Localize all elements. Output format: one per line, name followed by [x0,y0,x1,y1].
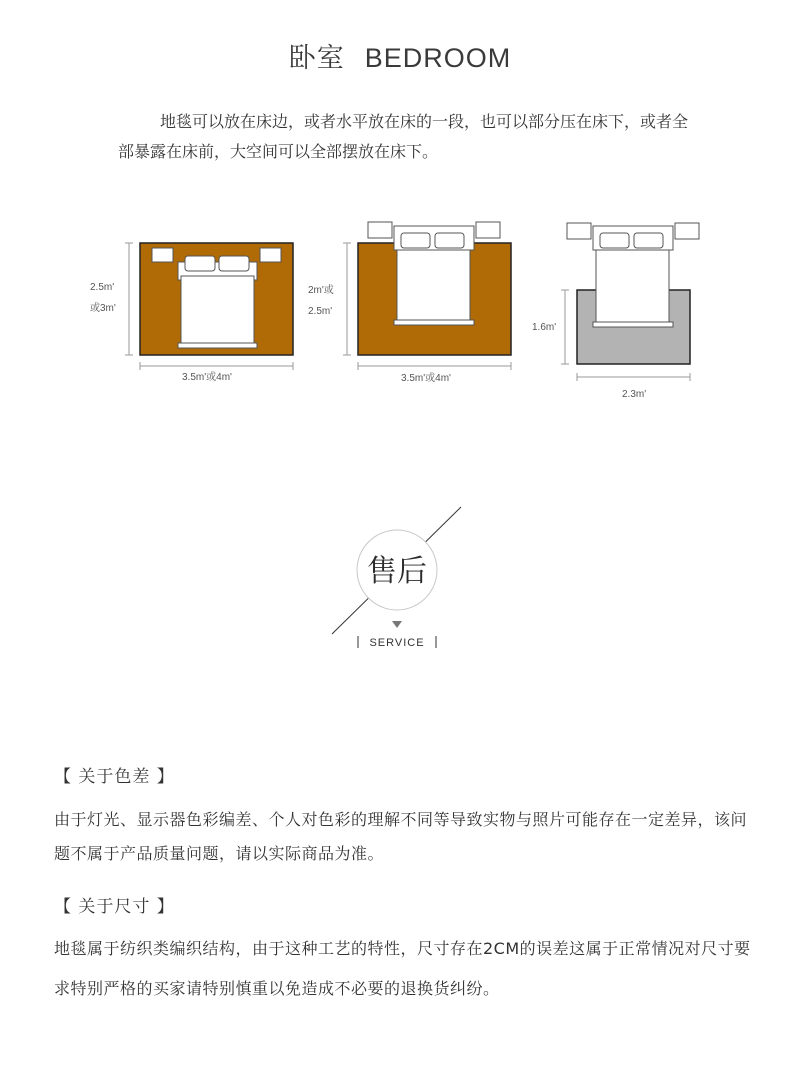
diagram-rug-partly-under-bed [308,222,511,384]
diagram3-width-label: 2.3m' [622,389,647,400]
diagram3-height-label: 1.6m' [532,322,557,333]
diagram2-height-label-alt: 2.5m' [308,306,333,317]
service-title: 售后 [367,554,427,589]
diagram1-width-label: 3.5m'或4m' [182,372,232,383]
diagram1-height-label-alt: 或3m' [90,303,116,314]
intro-paragraph [118,107,698,167]
section-size [54,892,754,1009]
service-subtitle: SERVICE [369,637,425,649]
diagram-rug-under-whole-bed [90,243,293,383]
intro-text: 地毯可以放在床边，或者水平放在床的一段，也可以部分压在床下，或者全部暴露在床前，大空间可以全部摆放在床下。 [118,112,689,161]
diagram1-height-label: 2.5m' [90,282,115,293]
section-body: 由于灯光、显示器色彩编差、个人对色彩的理解不同等导致实物与照片可能存在一定差异，该问题不属于产品质量问题，请以实际商品为准。 [54,810,748,863]
section-body: 地毯属于纺织类编织结构，由于这种工艺的特性，尺寸存在2CM的误差这属于正常情况对尺寸要求特别严格的买家请特别慎重以免造成不必要的退换货纠纷。 [54,939,751,998]
diagram2-width-label: 3.5m'或4m' [401,373,451,384]
section-color-difference [54,762,754,871]
section-heading: 【 关于色差 】 [54,767,175,787]
down-triangle-icon [392,621,402,628]
section-heading: 【 关于尺寸 】 [54,897,175,917]
page-title [0,36,800,75]
title-english: BEDROOM [364,43,512,73]
title-chinese: 卧室 [288,43,345,74]
rug-placement-diagrams [0,200,800,415]
service-emblem [0,490,800,660]
diagram2-height-label: 2m'或 [308,285,334,296]
diagram-rug-in-front-of-bed [532,223,699,400]
